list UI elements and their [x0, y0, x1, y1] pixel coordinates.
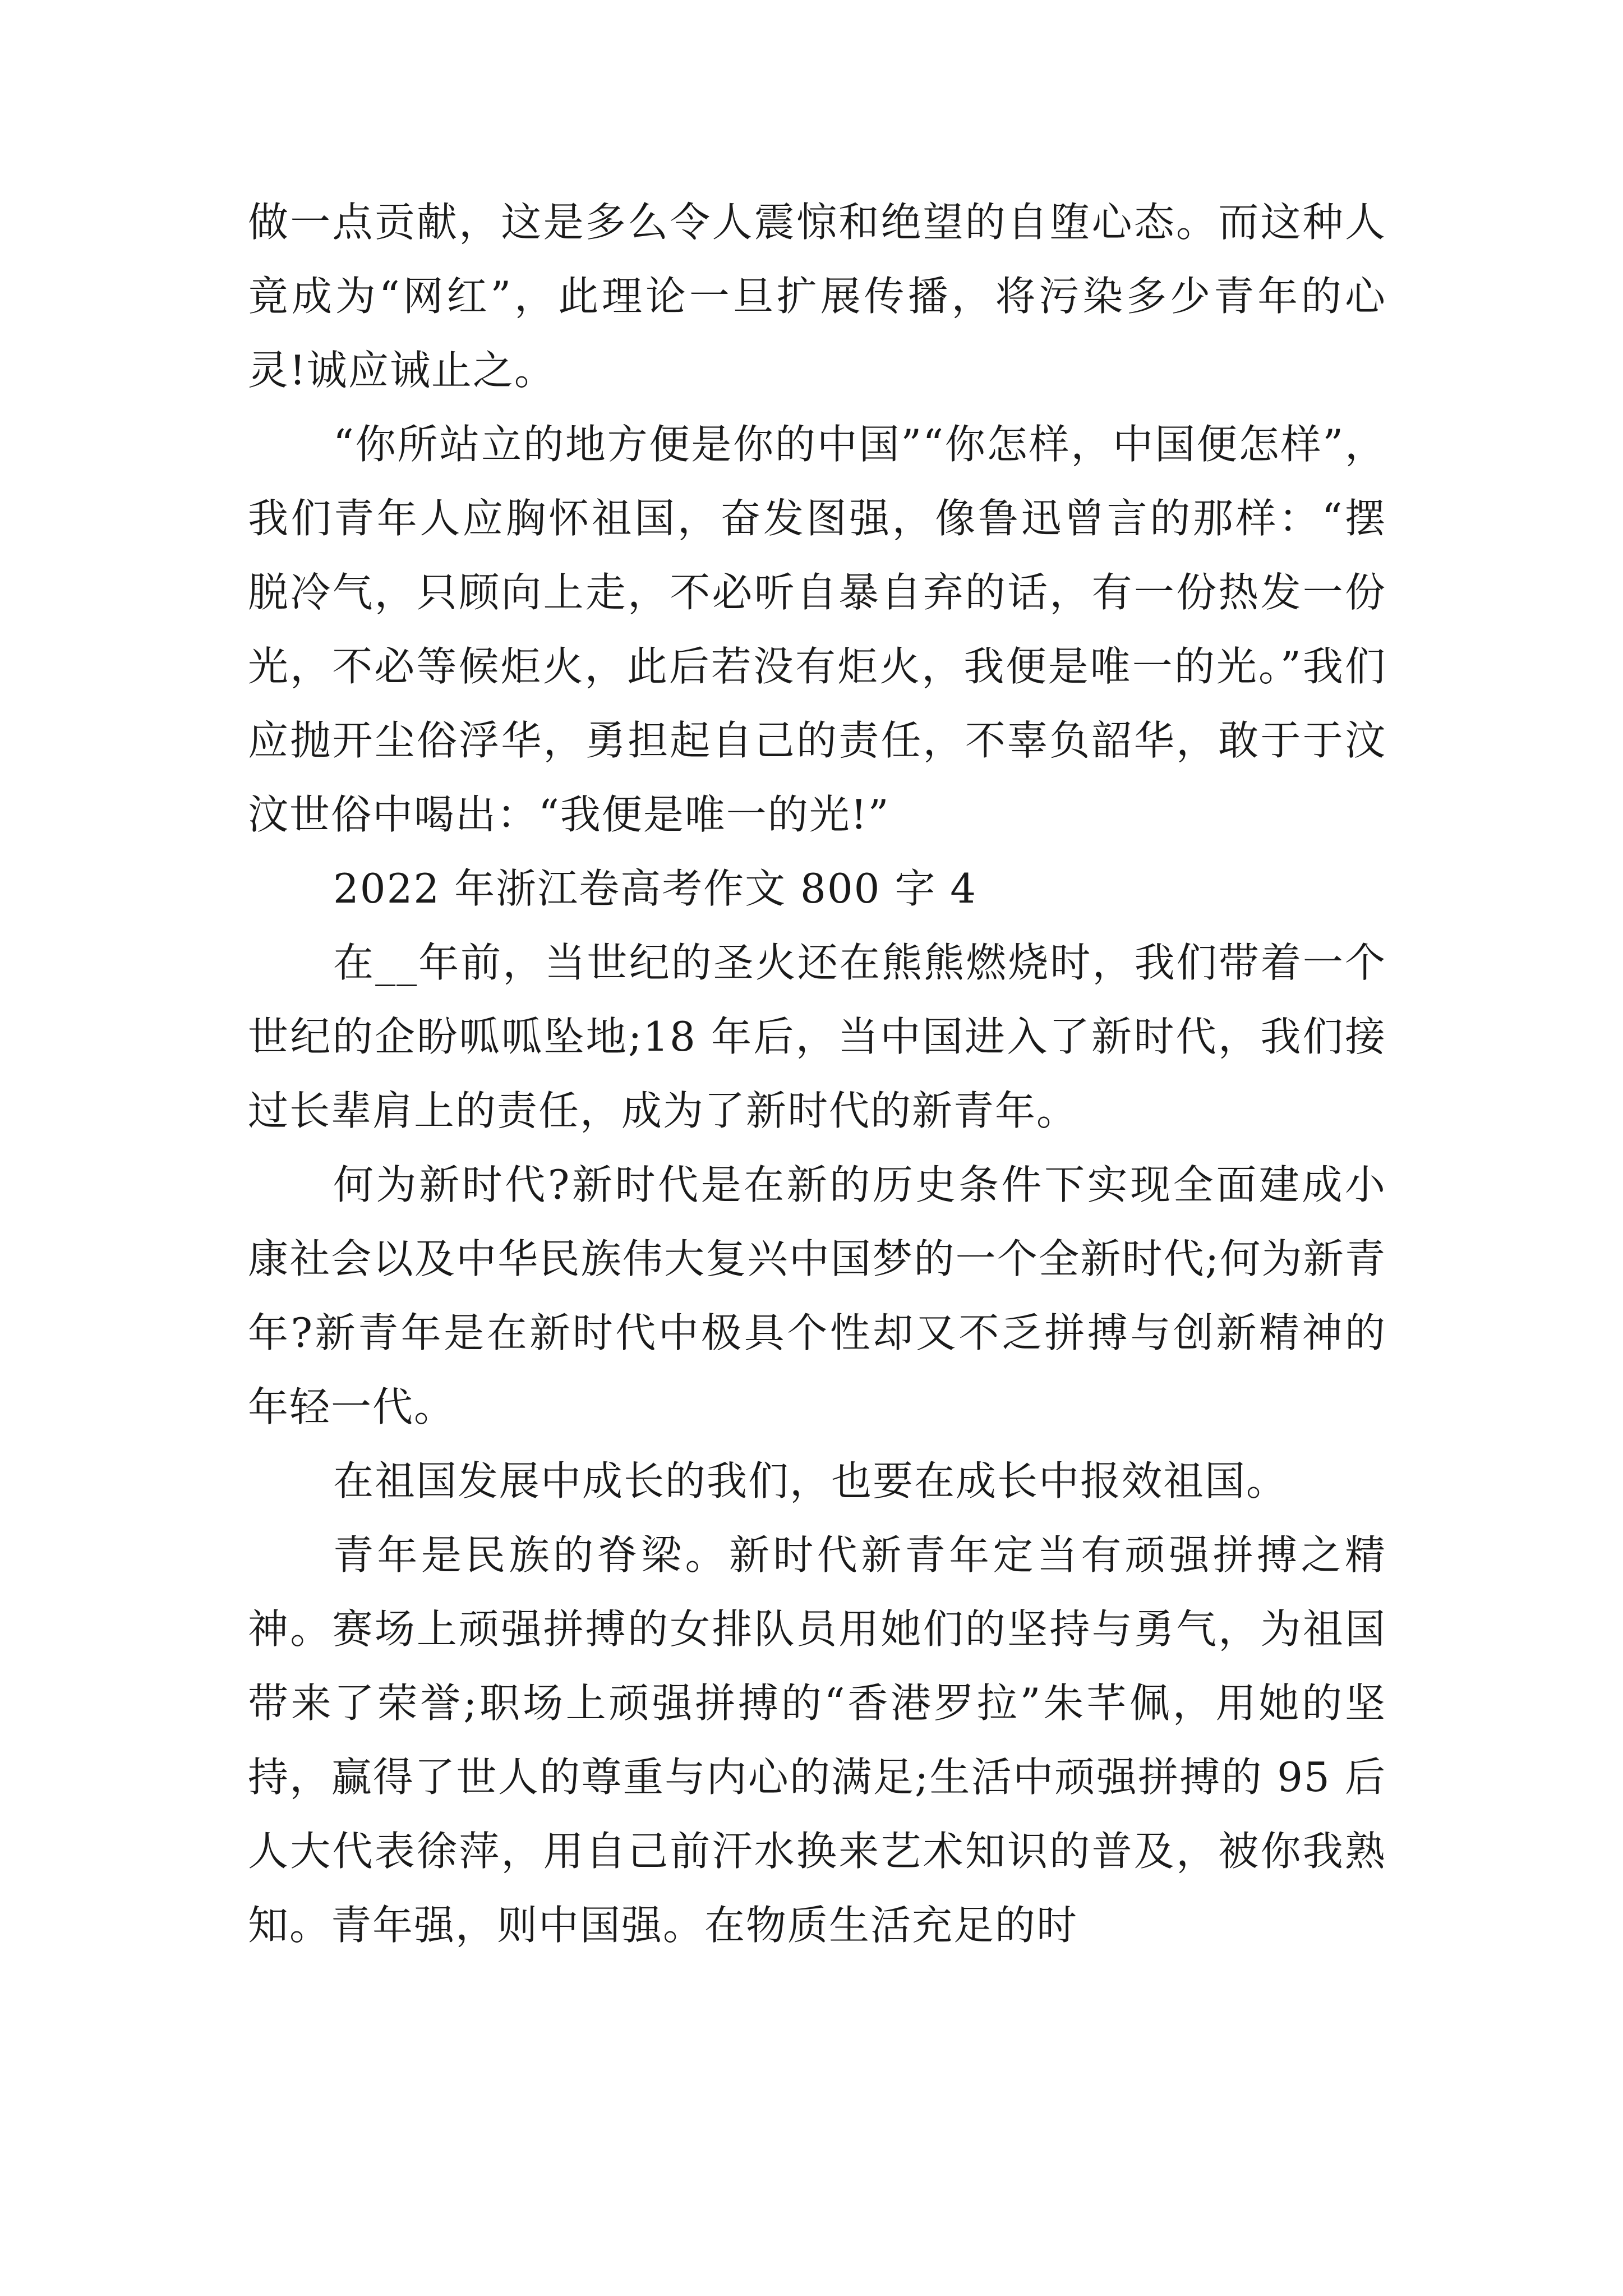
- paragraph-5: 在祖国发展中成长的我们，也要在成长中报效祖国。: [333, 1457, 1288, 1504]
- paragraph-4: 何为新时代?新时代是在新的历史条件下实现全面建成小康社会以及中华民族伟大复兴中国梦的一个全新时代;何为新青年?新青年是在新时代中极具个性却又不乏拼搏与创新精神的年轻一代。: [248, 1161, 1386, 1430]
- paragraph-6: 青年是民族的脊梁。新时代新青年定当有顽强拼搏之精神。赛场上顽强拼搏的女排队员用她们的坚持与勇气，为祖国带来了荣誉;职场上顽强拼搏的“香港罗拉”朱芊佩，用她的坚持，赢得了世人的尊重与内心的满足;生活中顽强拼搏的 95 后人大代表徐萍，用自己前汗水换来艺术知识的普及，被你我熟知。青年强，则中国强。在物质生活充足的时: [248, 1531, 1386, 1949]
- paragraph-1: 做一点贡献，这是多么令人震惊和绝望的自堕心态。而这种人竟成为“网红”，此理论一旦扩展传播，将污染多少青年的心灵!诚应诫止之。: [248, 199, 1386, 394]
- paragraph-2: “你所站立的地方便是你的中国”“你怎样，中国便怎样”，我们青年人应胸怀祖国，奋发图强，像鲁迅曾言的那样：“摆脱冷气，只顾向上走，不必听自暴自弃的话，有一份热发一份光，不必等候炬火，此后若没有炬火，我便是唯一的光。”我们应抛开尘俗浮华，勇担起自己的责任，不辜负韶华，敢于于汶汶世俗中喝出：“我便是唯一的光!”: [248, 421, 1386, 838]
- section-title: 2022 年浙江卷高考作文 800 字 4: [333, 865, 978, 912]
- document-body: [248, 185, 1386, 1962]
- paragraph-3: 在__年前，当世纪的圣火还在熊熊燃烧时，我们带着一个世纪的企盼呱呱坠地;18 年后，当中国进入了新时代，我们接过长辈肩上的责任，成为了新时代的新青年。: [248, 939, 1386, 1134]
